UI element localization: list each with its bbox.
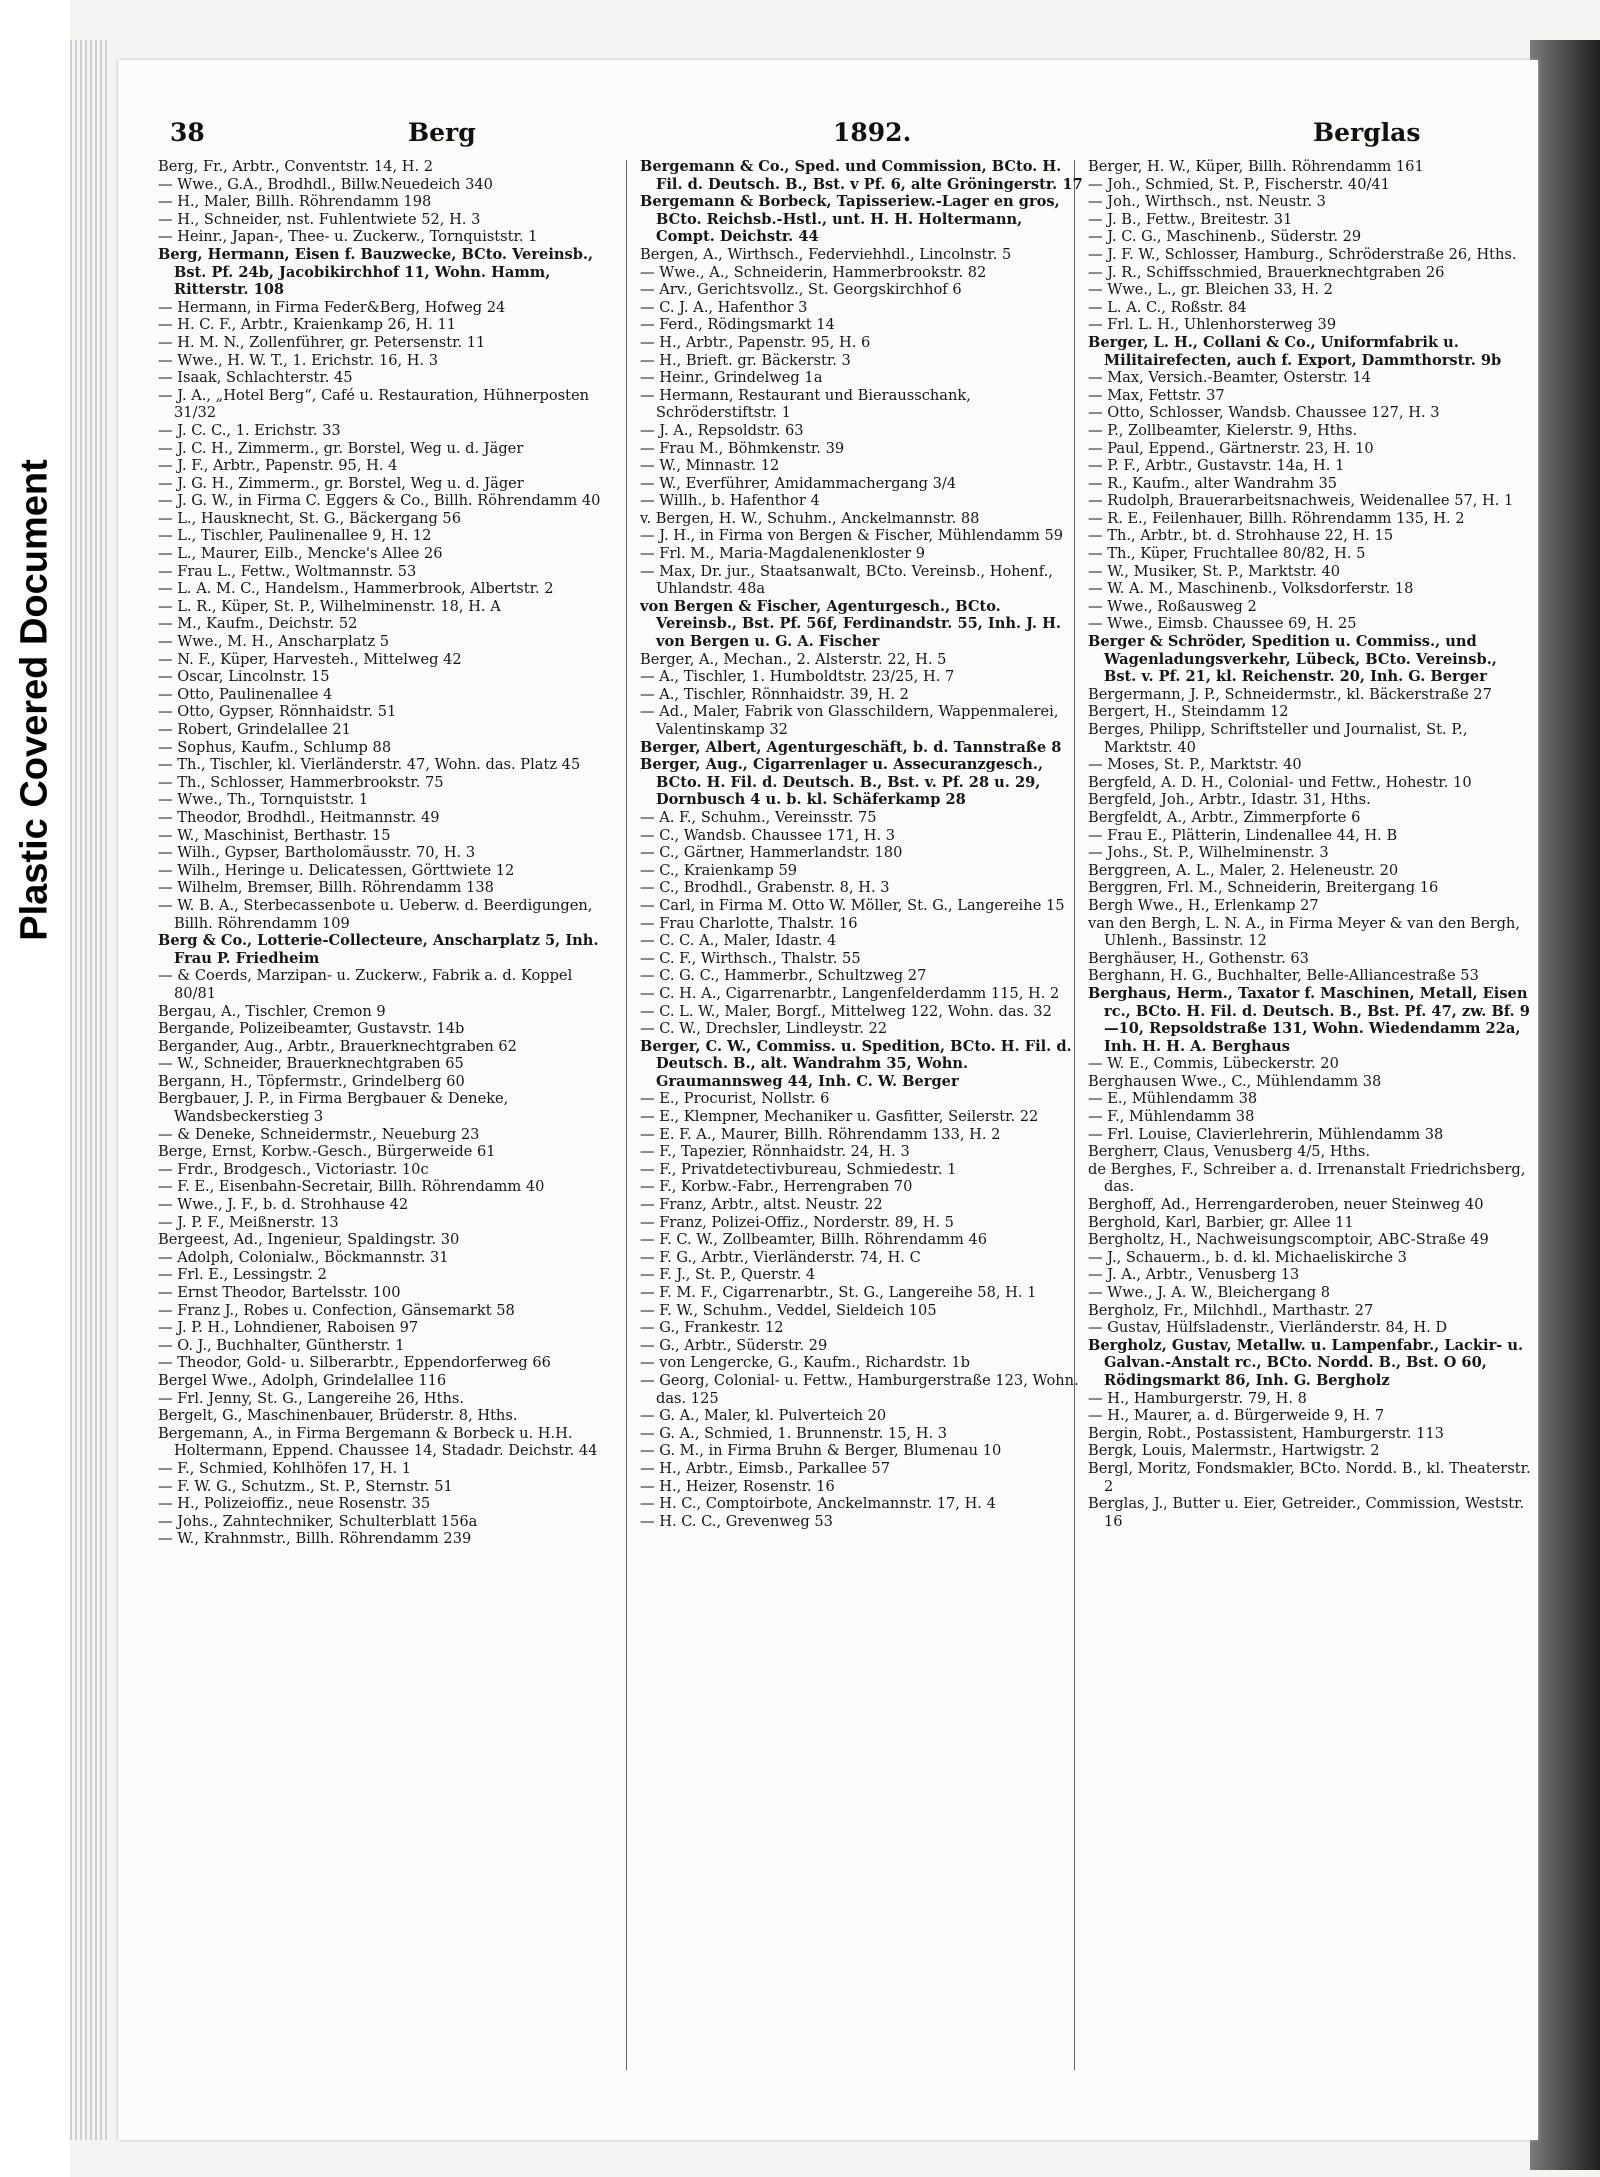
directory-entry: — H., Hamburgerstr. 79, H. 8 bbox=[1088, 1389, 1307, 1407]
directory-entry: — F., Schmied, Kohlhöfen 17, H. 1 bbox=[158, 1459, 412, 1477]
directory-entry: — J. G. W., in Firma C. Eggers & Co., Billh. Röhrendamm 40 bbox=[158, 492, 601, 510]
directory-entry: — W. A. M., Maschinenb., Volksdorferstr. 18 bbox=[1088, 580, 1414, 598]
directory-entry: — Moses, St. P., Marktstr. 40 bbox=[1088, 756, 1302, 774]
directory-entry: Berger, L. H., Collani & Co., Uniformfabrik u. Militairefecten, auch f. Export, Dammthorstr. 9b bbox=[1088, 333, 1502, 369]
directory-entry: — L., Tischler, Paulinenallee 9, H. 12 bbox=[158, 527, 432, 545]
directory-entry: Berges, Philipp, Schriftsteller und Journalist, St. P., Marktstr. 40 bbox=[1088, 721, 1468, 756]
directory-entry: Berg, Fr., Arbtr., Conventstr. 14, H. 2 bbox=[158, 158, 434, 175]
directory-entry: — L., Maurer, Eilb., Mencke's Allee 26 bbox=[158, 545, 443, 563]
directory-entry: — A., Tischler, 1. Humboldtstr. 23/25, H. 7 bbox=[640, 668, 955, 686]
directory-entry: Bergel Wwe., Adolph, Grindelallee 116 bbox=[158, 1371, 447, 1389]
directory-entry: Bergander, Aug., Arbtr., Brauerknechtgraben 62 bbox=[158, 1037, 517, 1055]
directory-entry: — Joh., Schmied, St. P., Fischerstr. 40/41 bbox=[1088, 175, 1390, 193]
sidebar-label: Plastic Covered Document bbox=[13, 459, 56, 941]
directory-entry: — Wilh., Heringe u. Delicatessen, Görttwiete 12 bbox=[158, 861, 515, 879]
directory-entry: Bergau, A., Tischler, Cremon 9 bbox=[158, 1002, 386, 1020]
directory-entry: Bergherr, Claus, Venusberg 4/5, Hths. bbox=[1088, 1143, 1370, 1161]
directory-entry: — F. E., Eisenbahn-Secretair, Billh. Röhrendamm 40 bbox=[158, 1178, 545, 1196]
directory-entry: — E., Mühlendamm 38 bbox=[1088, 1090, 1258, 1108]
directory-entry: — E., Procurist, Nollstr. 6 bbox=[640, 1090, 830, 1108]
directory-entry: — C., Brodhdl., Grabenstr. 8, H. 3 bbox=[640, 879, 890, 897]
directory-entry: Bergemann & Co., Sped. und Commission, BCto. H. Fil. d. Deutsch. B., Bst. v Pf. 6, alte Gröningerstr. 17 bbox=[640, 158, 1083, 193]
directory-entry: — R., Kaufm., alter Wandrahm 35 bbox=[1088, 474, 1338, 492]
directory-entry: — C. G. C., Hammerbr., Schultzweg 27 bbox=[640, 967, 927, 985]
column-divider bbox=[626, 160, 627, 2070]
directory-entry: — F. W., Schuhm., Veddel, Sieldeich 105 bbox=[640, 1301, 937, 1319]
directory-entry: — Max, Versich.-Beamter, Osterstr. 14 bbox=[1088, 369, 1372, 387]
directory-entry: — Joh., Wirthsch., nst. Neustr. 3 bbox=[1088, 193, 1326, 211]
directory-entry: — J. C. C., 1. Erichstr. 33 bbox=[158, 421, 341, 439]
directory-entry: — H. C. C., Grevenweg 53 bbox=[640, 1512, 833, 1530]
directory-entry: Bergert, H., Steindamm 12 bbox=[1088, 703, 1289, 721]
directory-entry: — Frdr., Brodgesch., Victoriastr. 10c bbox=[158, 1160, 429, 1178]
directory-entry: — Max, Fettstr. 37 bbox=[1088, 386, 1225, 404]
directory-entry: — Otto, Schlosser, Wandsb. Chaussee 127, H. 3 bbox=[1088, 404, 1440, 422]
directory-entry: — C., Wandsb. Chaussee 171, H. 3 bbox=[640, 826, 896, 844]
directory-entry: — Franz J., Robes u. Confection, Gänsemarkt 58 bbox=[158, 1301, 515, 1319]
directory-entry: Berge, Ernst, Korbw.-Gesch., Bürgerweide 61 bbox=[158, 1143, 496, 1161]
directory-entry: — P., Zollbeamter, Kielerstr. 9, Hths. bbox=[1088, 421, 1358, 439]
directory-entry: — J. C. H., Zimmerm., gr. Borstel, Weg u. d. Jäger bbox=[158, 439, 524, 457]
directory-entry: Bergemann, A., in Firma Bergemann & Borbeck u. H.H. Holtermann, Eppend. Chaussee 14, Stadadr. Deichstr. 44 bbox=[158, 1424, 598, 1460]
directory-entry: — W. E., Commis, Lübeckerstr. 20 bbox=[1088, 1055, 1339, 1073]
directory-entry: — E. F. A., Maurer, Billh. Röhrendamm 133, H. 2 bbox=[640, 1125, 1001, 1143]
directory-entry: — L., Hausknecht, St. G., Bäckergang 56 bbox=[158, 509, 461, 527]
directory-entry: — L. A. C., Roßstr. 84 bbox=[1088, 298, 1247, 316]
directory-entry: — G., Arbtr., Süderstr. 29 bbox=[640, 1336, 828, 1354]
directory-entry: Bergholz, Fr., Milchhdl., Marthastr. 27 bbox=[1088, 1301, 1374, 1319]
directory-entry: — J. G. H., Zimmerm., gr. Borstel, Weg u. d. Jäger bbox=[158, 474, 524, 492]
directory-entry: — Wwe., H. W. T., 1. Erichstr. 16, H. 3 bbox=[158, 351, 439, 369]
directory-entry: Bergelt, G., Maschinenbauer, Brüderstr. 8, Hths. bbox=[158, 1407, 518, 1425]
directory-entry: — G. A., Maler, kl. Pulverteich 20 bbox=[640, 1407, 887, 1425]
directory-entry: — E., Klempner, Mechaniker u. Gasfitter, Seilerstr. 22 bbox=[640, 1108, 1039, 1126]
directory-entry: — C. W., Drechsler, Lindleystr. 22 bbox=[640, 1020, 888, 1038]
directory-entry: — Max, Dr. jur., Staatsanwalt, BCto. Vereinsb., Hohenf., Uhlandstr. 48a bbox=[640, 562, 1053, 598]
directory-entry: — J. P. H., Lohndiener, Raboisen 97 bbox=[158, 1319, 419, 1337]
directory-entry: — J. A., „Hotel Berg“, Café u. Restauration, Hühnerposten 31/32 bbox=[158, 386, 590, 422]
directory-entry: — Th., Schlosser, Hammerbrookstr. 75 bbox=[158, 773, 444, 791]
directory-entry: — G. A., Schmied, 1. Brunnenstr. 15, H. 3 bbox=[640, 1424, 948, 1442]
directory-entry: — R. E., Feilenhauer, Billh. Röhrendamm 135, H. 2 bbox=[1088, 509, 1465, 527]
directory-entry: — F., Tapezier, Rönnhaidstr. 24, H. 3 bbox=[640, 1143, 910, 1161]
directory-entry: Berger & Schröder, Spedition u. Commiss., und Wagenladungsverkehr, Lübeck, BCto. Vereinsb., Bst. v. Pf. 21, kl. Reichenstr. 20, Inh. G. Berger bbox=[1088, 633, 1497, 686]
headword-left: Berg bbox=[408, 118, 476, 147]
page-number: 38 bbox=[170, 118, 205, 147]
directory-entry: — C. J. A., Hafenthor 3 bbox=[640, 298, 808, 316]
directory-entry: — Johs., St. P., Wilhelminenstr. 3 bbox=[1088, 844, 1329, 862]
directory-entry: Berger, A., Mechan., 2. Alsterstr. 22, H. 5 bbox=[640, 650, 947, 668]
directory-entry: — W., Musiker, St. P., Marktstr. 40 bbox=[1088, 562, 1341, 580]
directory-entry: Berghaus, Herm., Taxator f. Maschinen, Metall, Eisen rc., BCto. H. Fil. d. Deutsch. B., Bst. Pf. 47, zw. Bf. 9—10, Repsoldstraße 131, Wohn. Wiedendamm 22a, Inh. H. H. A. Berghaus bbox=[1088, 984, 1530, 1055]
directory-entry: — Rudolph, Brauerarbeitsnachweis, Weidenallee 57, H. 1 bbox=[1088, 492, 1514, 510]
directory-entry: Berghausen Wwe., C., Mühlendamm 38 bbox=[1088, 1072, 1382, 1090]
directory-entry: Bergermann, J. P., Schneidermstr., kl. Bäckerstraße 27 bbox=[1088, 685, 1492, 703]
directory-entry: Berger, H. W., Küper, Billh. Röhrendamm 161 bbox=[1088, 158, 1424, 175]
directory-entry: — C., Gärtner, Hammerlandstr. 180 bbox=[640, 844, 903, 862]
directory-entry: Berg & Co., Lotterie-Collecteure, Anscharplatz 5, Inh. Frau P. Friedheim bbox=[158, 932, 599, 967]
directory-entry: — Carl, in Firma M. Otto W. Möller, St. G., Langereihe 15 bbox=[640, 896, 1065, 914]
directory-entry: — J. C. G., Maschinenb., Süderstr. 29 bbox=[1088, 228, 1362, 246]
directory-entry: — P. F., Arbtr., Gustavstr. 14a, H. 1 bbox=[1088, 457, 1345, 475]
directory-column-2 bbox=[640, 158, 1086, 2118]
directory-entry: — Paul, Eppend., Gärtnerstr. 23, H. 10 bbox=[1088, 439, 1374, 457]
directory-entry: — Wwe., J. F., b. d. Strohhause 42 bbox=[158, 1196, 409, 1214]
directory-page bbox=[118, 60, 1538, 2140]
directory-entry: — Frl. E., Lessingstr. 2 bbox=[158, 1266, 327, 1284]
directory-entry: — F., Korbw.-Fabr., Herrengraben 70 bbox=[640, 1178, 913, 1196]
directory-entry: — Frau L., Fettw., Woltmannstr. 53 bbox=[158, 562, 417, 580]
directory-entry: — Sophus, Kaufm., Schlump 88 bbox=[158, 738, 392, 756]
directory-entry: — Adolph, Colonialw., Böckmannstr. 31 bbox=[158, 1248, 449, 1266]
directory-entry: — Heinr., Grindelweg 1a bbox=[640, 369, 823, 387]
directory-entry: — Wilhelm, Bremser, Billh. Röhrendamm 138 bbox=[158, 879, 494, 897]
directory-entry: — Heinr., Japan-, Thee- u. Zuckerw., Tornquiststr. 1 bbox=[158, 228, 538, 246]
directory-entry: — H., Schneider, nst. Fuhlentwiete 52, H. 3 bbox=[158, 210, 481, 228]
directory-entry: — Robert, Grindelallee 21 bbox=[158, 721, 351, 738]
directory-entry: — Wwe., A., Schneiderin, Hammerbrookstr. 82 bbox=[640, 263, 987, 281]
directory-entry: — & Coerds, Marzipan- u. Zuckerw., Fabrik a. d. Koppel 80/81 bbox=[158, 967, 573, 1002]
directory-entry: Bergfeldt, A., Arbtr., Zimmerpforte 6 bbox=[1088, 808, 1361, 826]
directory-entry: Bergbauer, J. P., in Firma Bergbauer & Deneke, Wandsbeckerstieg 3 bbox=[158, 1090, 509, 1126]
directory-entry: — W. B. A., Sterbecassenbote u. Ueberw. d. Beerdigungen, Billh. Röhrendamm 109 bbox=[158, 896, 593, 932]
directory-entry: — J. P. F., Meißnerstr. 13 bbox=[158, 1213, 339, 1231]
directory-entry: — W., Krahnmstr., Billh. Röhrendamm 239 bbox=[158, 1530, 472, 1548]
directory-entry: — Wwe., Roßausweg 2 bbox=[1088, 597, 1257, 615]
scanned-page-edge bbox=[70, 40, 110, 2140]
directory-entry: — Wilh., Gypser, Bartholomäusstr. 70, H. 3 bbox=[158, 844, 476, 862]
directory-entry: Berghann, H. G., Buchhalter, Belle-Alliancestraße 53 bbox=[1088, 967, 1479, 985]
directory-entry: — H., Brieft. gr. Bäckerstr. 3 bbox=[640, 351, 851, 369]
directory-entry: — O. J., Buchhalter, Güntherstr. 1 bbox=[158, 1336, 405, 1354]
directory-entry: — Frl. Jenny, St. G., Langereihe 26, Hths. bbox=[158, 1389, 465, 1407]
directory-entry: — H., Arbtr., Papenstr. 95, H. 6 bbox=[640, 333, 871, 351]
directory-entry: — Ernst Theodor, Bartelsstr. 100 bbox=[158, 1284, 401, 1301]
directory-entry: — Frl. Louise, Clavierlehrerin, Mühlendamm 38 bbox=[1088, 1125, 1444, 1143]
directory-entry: — Frau E., Plätterin, Lindenallee 44, H. B bbox=[1088, 826, 1398, 844]
directory-entry: — W., Schneider, Brauerknechtgraben 65 bbox=[158, 1055, 464, 1073]
directory-entry: — L. R., Küper, St. P., Wilhelminenstr. 18, H. A bbox=[158, 597, 501, 615]
directory-entry: — H., Arbtr., Eimsb., Parkallee 57 bbox=[640, 1459, 890, 1477]
directory-entry: — W., Maschinist, Berthastr. 15 bbox=[158, 826, 391, 844]
directory-entry: Berger, Albert, Agenturgeschäft, b. d. Tannstraße 8 bbox=[640, 738, 1062, 756]
directory-entry: — Franz, Arbtr., altst. Neustr. 22 bbox=[640, 1196, 883, 1214]
directory-entry: — G. M., in Firma Bruhn & Berger, Blumenau 10 bbox=[640, 1442, 1002, 1460]
directory-entry: Bergholtz, H., Nachweisungscomptoir, ABC-Straße 49 bbox=[1088, 1231, 1489, 1249]
directory-entry: — J., Schauerm., b. d. kl. Michaeliskirche 3 bbox=[1088, 1248, 1407, 1266]
directory-entry: — F. G., Arbtr., Vierländerstr. 74, H. C bbox=[640, 1248, 921, 1266]
directory-entry: — von Lengercke, G., Kaufm., Richardstr. 1b bbox=[640, 1354, 971, 1372]
sidebar bbox=[0, 0, 70, 2177]
directory-entry: — Th., Arbtr., bt. d. Strohhause 22, H. 15 bbox=[1088, 527, 1394, 545]
directory-entry: — J. F. W., Schlosser, Hamburg., Schröderstraße 26, Hths. bbox=[1088, 245, 1517, 263]
directory-entry: — Wwe., J. A. W., Bleichergang 8 bbox=[1088, 1284, 1331, 1301]
directory-entry: Berglas, J., Butter u. Eier, Getreider., Commission, Weststr. 16 bbox=[1088, 1495, 1525, 1530]
directory-entry: Bergemann & Borbeck, Tapisseriew.-Lager en gros, BCto. Reichsb.-Hstl., unt. H. H. Holtermann, Compt. Deichstr. 44 bbox=[640, 193, 1060, 246]
directory-entry: — Willh., b. Hafenthor 4 bbox=[640, 492, 820, 510]
directory-entry: — H. C. F., Arbtr., Kraienkamp 26, H. 11 bbox=[158, 316, 457, 334]
directory-entry: — W., Everführer, Amidammachergang 3/4 bbox=[640, 474, 957, 492]
directory-entry: van den Bergh, L. N. A., in Firma Meyer & van den Bergh, Uhlenh., Bassinstr. 12 bbox=[1088, 914, 1520, 950]
directory-entry: — Frl. M., Maria-Magdalenenkloster 9 bbox=[640, 545, 926, 563]
directory-entry: — J. B., Fettw., Breitestr. 31 bbox=[1088, 210, 1293, 228]
directory-entry: — J. A., Arbtr., Venusberg 13 bbox=[1088, 1266, 1300, 1284]
directory-entry: — J. H., in Firma von Bergen & Fischer, Mühlendamm 59 bbox=[640, 527, 1064, 545]
directory-entry: — Frl. L. H., Uhlenhorsterweg 39 bbox=[1088, 316, 1337, 334]
directory-entry: — F. M. F., Cigarrenarbtr., St. G., Langereihe 58, H. 1 bbox=[640, 1284, 1037, 1301]
directory-entry: Berggren, Frl. M., Schneiderin, Breitergang 16 bbox=[1088, 879, 1439, 897]
directory-entry: — F., Privatdetectivbureau, Schmiedestr. 1 bbox=[640, 1160, 957, 1178]
directory-entry: — H. C., Comptoirbote, Anckelmannstr. 17, H. 4 bbox=[640, 1495, 996, 1513]
directory-entry: — H. M. N., Zollenführer, gr. Petersenstr. 11 bbox=[158, 333, 486, 351]
directory-entry: Bergfeld, A. D. H., Colonial- und Fettw., Hohestr. 10 bbox=[1088, 773, 1472, 791]
directory-entry: Bergann, H., Töpfermstr., Grindelberg 60 bbox=[158, 1072, 465, 1090]
directory-entry: — Wwe., Th., Tornquiststr. 1 bbox=[158, 791, 369, 809]
directory-entry: Berghäuser, H., Gothenstr. 63 bbox=[1088, 949, 1309, 967]
directory-entry: — J. R., Schiffsschmied, Brauerknechtgraben 26 bbox=[1088, 263, 1445, 281]
directory-entry: Bergl, Moritz, Fondsmakler, BCto. Nordd. B., kl. Theaterstr. 2 bbox=[1088, 1459, 1531, 1495]
directory-entry: Berger, Aug., Cigarrenlager u. Assecuranzgesch., BCto. H. Fil. d. Deutsch. B., Bst. v. Pf. 28 u. 29, Dornbusch 4 u. b. kl. Schäferkamp 28 bbox=[640, 756, 1044, 809]
directory-entry: Bergin, Robt., Postassistent, Hamburgerstr. 113 bbox=[1088, 1424, 1444, 1442]
directory-entry: — G., Frankestr. 12 bbox=[640, 1319, 784, 1337]
scan-border-right bbox=[1530, 40, 1600, 2170]
directory-entry: Berghoff, Ad., Herrengarderoben, neuer Steinweg 40 bbox=[1088, 1196, 1484, 1214]
directory-entry: de Berghes, F., Schreiber a. d. Irrenanstalt Friedrichsberg, das. bbox=[1088, 1160, 1526, 1196]
directory-entry: Bergk, Louis, Malermstr., Hartwigstr. 2 bbox=[1088, 1442, 1380, 1460]
directory-entry: Bergh Wwe., H., Erlenkamp 27 bbox=[1088, 896, 1319, 914]
directory-entry: — Arv., Gerichtsvollz., St. Georgskirchhof 6 bbox=[640, 281, 962, 299]
directory-entry: — Johs., Zahntechniker, Schulterblatt 156a bbox=[158, 1512, 478, 1530]
directory-entry: — F. W. G., Schutzm., St. P., Sternstr. 51 bbox=[158, 1477, 453, 1495]
directory-entry: — Wwe., Eimsb. Chaussee 69, H. 25 bbox=[1088, 615, 1357, 633]
directory-entry: — Otto, Paulinenallee 4 bbox=[158, 685, 333, 703]
directory-entry: — H., Polizeioffiz., neue Rosenstr. 35 bbox=[158, 1495, 431, 1513]
directory-entry: — Isaak, Schlachterstr. 45 bbox=[158, 369, 353, 387]
directory-entry: — Otto, Gypser, Rönnhaidstr. 51 bbox=[158, 703, 397, 721]
directory-entry: — C. F., Wirthsch., Thalstr. 55 bbox=[640, 949, 861, 967]
directory-entry: — M., Kaufm., Deichstr. 52 bbox=[158, 615, 358, 633]
directory-entry: — H., Maurer, a. d. Bürgerweide 9, H. 7 bbox=[1088, 1407, 1385, 1425]
directory-column-3 bbox=[1088, 158, 1534, 2118]
directory-entry: — F., Mühlendamm 38 bbox=[1088, 1108, 1255, 1126]
directory-entry: — Th., Tischler, kl. Vierländerstr. 47, Wohn. das. Platz 45 bbox=[158, 756, 581, 774]
directory-entry: — Gustav, Hülfsladenstr., Vierländerstr. 84, H. D bbox=[1088, 1319, 1448, 1337]
directory-entry: — A. F., Schuhm., Vereinsstr. 75 bbox=[640, 808, 877, 826]
page-year: 1892. bbox=[833, 118, 912, 147]
directory-entry: — J. A., Repsoldstr. 63 bbox=[640, 421, 804, 439]
directory-entry: — J. F., Arbtr., Papenstr. 95, H. 4 bbox=[158, 457, 398, 475]
headword-right: Berglas bbox=[1313, 118, 1421, 147]
directory-entry: — & Deneke, Schneidermstr., Neueburg 23 bbox=[158, 1125, 480, 1143]
directory-entry: — Wwe., L., gr. Bleichen 33, H. 2 bbox=[1088, 281, 1333, 299]
directory-entry: — Frau Charlotte, Thalstr. 16 bbox=[640, 914, 858, 932]
directory-entry: — C. L. W., Maler, Borgf., Mittelweg 122, Wohn. das. 32 bbox=[640, 1002, 1052, 1020]
directory-entry: — Georg, Colonial- u. Fettw., Hamburgerstraße 123, Wohn. das. 125 bbox=[640, 1371, 1079, 1407]
directory-entry: — Theodor, Gold- u. Silberarbtr., Eppendorferweg 66 bbox=[158, 1354, 551, 1372]
directory-entry: v. Bergen, H. W., Schuhm., Anckelmannstr. 88 bbox=[640, 509, 980, 527]
directory-entry: — C. H. A., Cigarrenarbtr., Langenfelderdamm 115, H. 2 bbox=[640, 984, 1060, 1002]
page-header bbox=[118, 118, 1538, 158]
directory-entry: Bergeest, Ad., Ingenieur, Spaldingstr. 30 bbox=[158, 1231, 460, 1249]
directory-entry: — Oscar, Lincolnstr. 15 bbox=[158, 668, 330, 686]
directory-entry: — F. C. W., Zollbeamter, Billh. Röhrendamm 46 bbox=[640, 1231, 988, 1249]
directory-entry: — C. C. A., Maler, Idastr. 4 bbox=[640, 932, 837, 950]
directory-entry: Bergfeld, Joh., Arbtr., Idastr. 31, Hths. bbox=[1088, 791, 1371, 809]
directory-entry: — Wwe., M. H., Anscharplatz 5 bbox=[158, 633, 390, 651]
directory-entry: — Frau M., Böhmkenstr. 39 bbox=[640, 439, 845, 457]
directory-entry: — Franz, Polizei-Offiz., Norderstr. 89, H. 5 bbox=[640, 1213, 954, 1231]
directory-entry: — Hermann, Restaurant und Bierausschank, Schröderstiftstr. 1 bbox=[640, 386, 971, 422]
directory-entry: — H., Heizer, Rosenstr. 16 bbox=[640, 1477, 835, 1495]
directory-entry: — C., Kraienkamp 59 bbox=[640, 861, 798, 879]
directory-entry: — Ad., Maler, Fabrik von Glasschildern, Wappenmalerei, Valentinskamp 32 bbox=[640, 703, 1059, 738]
directory-entry: Bergen, A., Wirthsch., Federviehhdl., Lincolnstr. 5 bbox=[640, 245, 1012, 263]
directory-entry: — Wwe., G.A., Brodhdl., Billw.Neuedeich 340 bbox=[158, 175, 493, 193]
directory-entry: Berger, C. W., Commiss. u. Spedition, BCto. H. Fil. d. Deutsch. B., alt. Wandrahm 35, Wohn. Graumannsweg 44, Inh. C. W. Berger bbox=[640, 1037, 1072, 1090]
directory-entry: von Bergen & Fischer, Agenturgesch., BCto. Vereinsb., Bst. Pf. 56f, Ferdinandstr. 55, Inh. J. H. von Bergen u. G. A. Fischer bbox=[640, 597, 1061, 651]
directory-entry: — Ferd., Rödingsmarkt 14 bbox=[640, 316, 835, 334]
directory-column-1 bbox=[158, 158, 604, 2118]
directory-entry: Berghold, Karl, Barbier, gr. Allee 11 bbox=[1088, 1213, 1354, 1231]
directory-entry: — Theodor, Brodhdl., Heitmannstr. 49 bbox=[158, 808, 440, 826]
directory-entry: — L. A. M. C., Handelsm., Hammerbrook, Albertstr. 2 bbox=[158, 580, 554, 598]
directory-entry: Bergholz, Gustav, Metallw. u. Lampenfabr., Lackir- u. Galvan.-Anstalt rc., BCto. Nordd. B., Bst. O 60, Rödingsmarkt 86, Inh. G. Bergholz bbox=[1088, 1336, 1524, 1389]
directory-entry: — A., Tischler, Rönnhaidstr. 39, H. 2 bbox=[640, 685, 909, 703]
directory-entry: Bergande, Polizeibeamter, Gustavstr. 14b bbox=[158, 1020, 465, 1038]
directory-entry: — F. J., St. P., Querstr. 4 bbox=[640, 1266, 816, 1284]
directory-entry: — N. F., Küper, Harvesteh., Mittelweg 42 bbox=[158, 650, 462, 668]
directory-entry: — Th., Küper, Fruchtallee 80/82, H. 5 bbox=[1088, 545, 1366, 563]
directory-entry: — H., Maler, Billh. Röhrendamm 198 bbox=[158, 193, 432, 211]
directory-entry: Berggreen, A. L., Maler, 2. Heleneustr. 20 bbox=[1088, 861, 1399, 879]
directory-entry: — W., Minnastr. 12 bbox=[640, 457, 780, 475]
directory-entry: — Hermann, in Firma Feder&Berg, Hofweg 24 bbox=[158, 298, 506, 316]
directory-entry: Berg, Hermann, Eisen f. Bauzwecke, BCto. Vereinsb., Bst. Pf. 24b, Jacobikirchhof 11, Wohn. Hamm, Ritterstr. 108 bbox=[158, 245, 594, 299]
